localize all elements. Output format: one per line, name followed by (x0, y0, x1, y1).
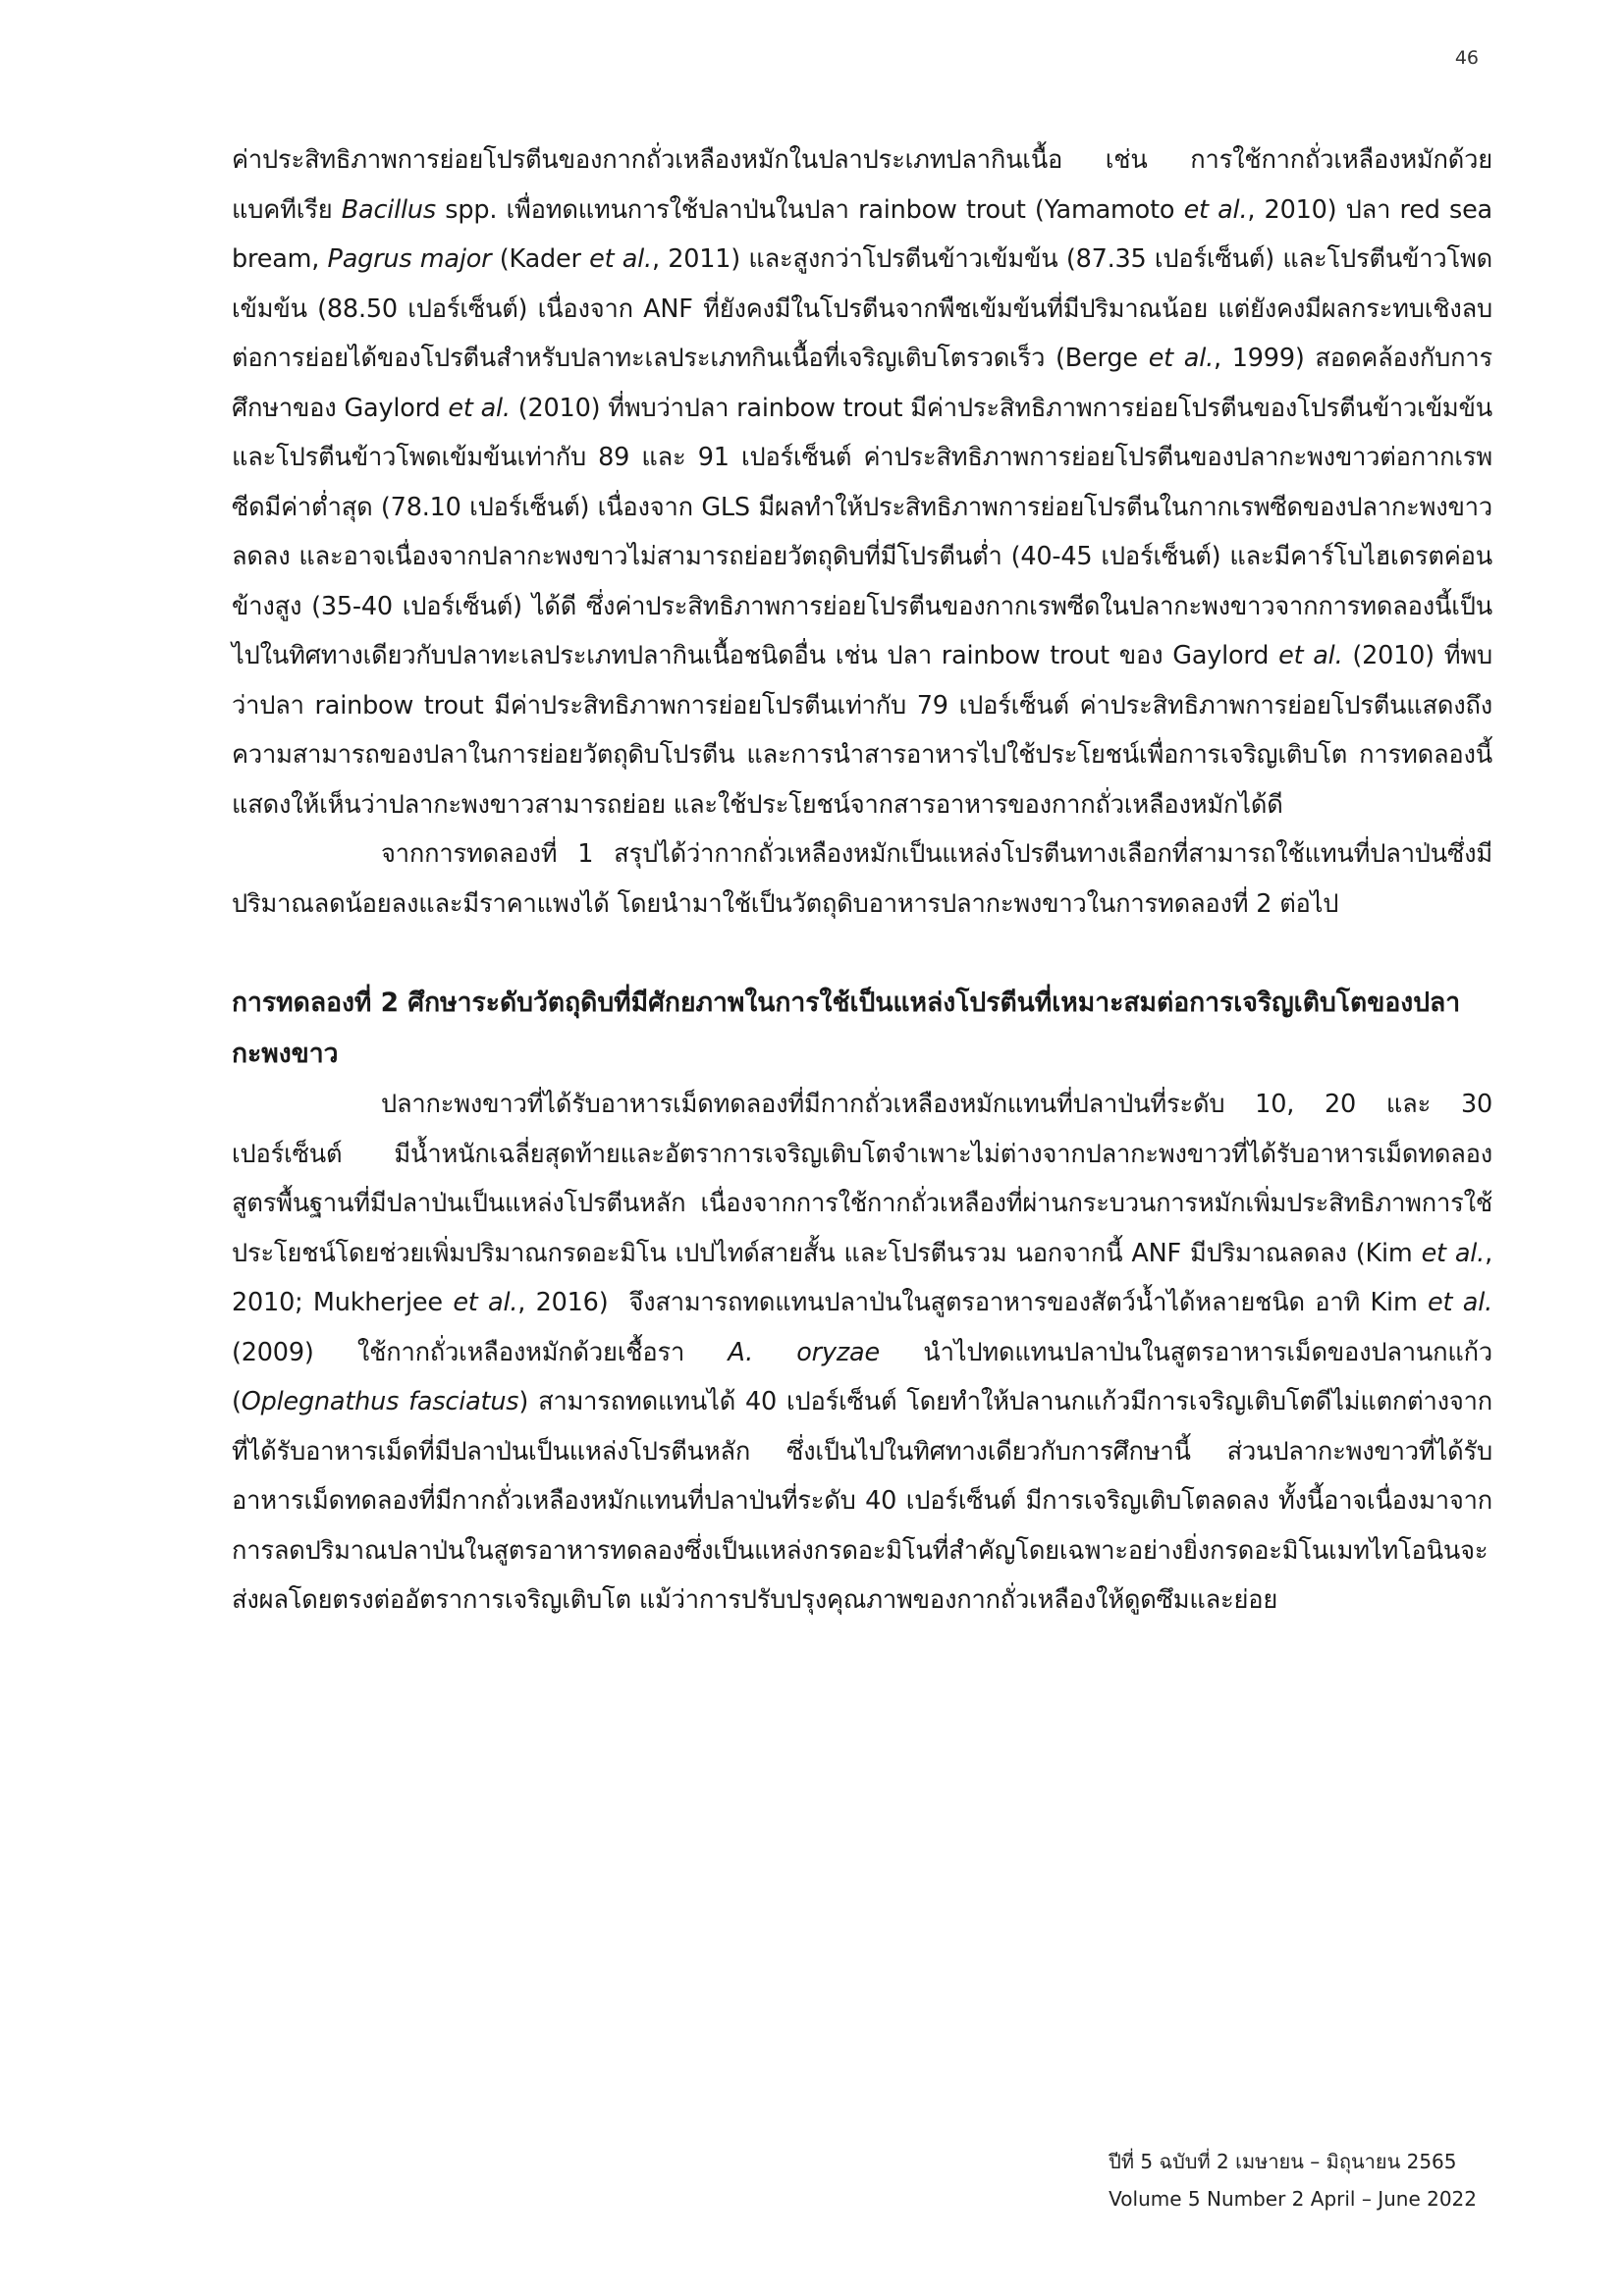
journal-footer (1109, 2143, 1477, 2217)
section-heading: การทดลองที่ 2 ศึกษาระดับวัตถุดิบที่มีศักยภาพในการใช้เป็นแหล่งโปรตีนที่เหมาะสมต่อการเจริญเติบโตของปลากะพงขาว (232, 988, 1461, 1069)
body-paragraph-1: ค่าประสิทธิภาพการย่อยโปรตีนของกากถั่วเหลืองหมักในปลาประเภทปลากินเนื้อ เช่น การใช้กากถั่วเหลืองหมักด้วยแบคทีเรีย Bacillus spp. เพื่อทดแทนการใช้ปลาป่นในปลา rainbow trout (Yamamoto et al., 2010) ปลา red sea bream, Pagrus major (Kader et al., 2011) และสูงกว่าโปรตีนข้าวเข้มข้น (87.35 เปอร์เซ็นต์) และโปรตีนข้าวโพดเข้มข้น (88.50 เปอร์เซ็นต์) เนื่องจาก ANF ที่ยังคงมีในโปรตีนจากพืชเข้มข้นที่มีปริมาณน้อย แต่ยังคงมีผลกระทบเชิงลบต่อการย่อยได้ของโปรตีนสำหรับปลาทะเลประเภทกินเนื้อที่เจริญเติบโตรวดเร็ว (Berge et al., 1999) สอดคล้องกับการศึกษาของ Gaylord et al. (2010) ที่พบว่าปลา rainbow trout มีค่าประสิทธิภาพการย่อยโปรตีนของโปรตีนข้าวเข้มข้นและโปรตีนข้าวโพดเข้มข้นเท่ากับ 89 และ 91 เปอร์เซ็นต์ ค่าประสิทธิภาพการย่อยโปรตีนของปลากะพงขาวต่อกากเรพซีดมีค่าต่ำสุด (78.10 เปอร์เซ็นต์) เนื่องจาก GLS มีผลทำให้ประสิทธิภาพการย่อยโปรตีนในกากเรพซีดของปลากะพงขาวลดลง และอาจเนื่องจากปลากะพงขาวไม่สามารถย่อยวัตถุดิบที่มีโปรตีนต่ำ (40-45 เปอร์เซ็นต์) และมีคาร์โบไฮเดรตค่อนข้างสูง (35-40 เปอร์เซ็นต์) ได้ดี ซึ่งค่าประสิทธิภาพการย่อยโปรตีนของกากเรพซีดในปลากะพงขาวจากการทดลองนี้เป็นไปในทิศทางเดียวกับปลาทะเลประเภทปลากินเนื้อชนิดอื่น เช่น ปลา rainbow trout ของ Gaylord et al. (2010) ที่พบว่าปลา rainbow trout มีค่าประสิทธิภาพการย่อยโปรตีนเท่ากับ 79 เปอร์เซ็นต์ ค่าประสิทธิภาพการย่อยโปรตีนแสดงถึงความสามารถของปลาในการย่อยวัตถุดิบโปรตีน และการนำสารอาหารไปใช้ประโยชน์เพื่อการเจริญเติบโต การทดลองนี้แสดงให้เห็นว่าปลากะพงขาวสามารถย่อย และใช้ประโยชน์จากสารอาหารของกากถั่วเหลืองหมักได้ดี (232, 145, 1492, 820)
footer-thai-issue: ปีที่ 5 ฉบับที่ 2 เมษายน – มิถุนายน 2565 (1109, 2150, 1457, 2173)
article-body (232, 135, 1492, 1626)
page-number: 46 (1454, 47, 1479, 69)
body-paragraph-3: ปลากะพงขาวที่ได้รับอาหารเม็ดทดลองที่มีกากถั่วเหลืองหมักแทนที่ปลาป่นที่ระดับ 10, 20 และ 30 เปอร์เซ็นต์ มีน้ำหนักเฉลี่ยสุดท้ายและอัตราการเจริญเติบโตจำเพาะไม่ต่างจากปลากะพงขาวที่ได้รับอาหารเม็ดทดลองสูตรพื้นฐานที่มีปลาป่นเป็นแหล่งโปรตีนหลัก เนื่องจากการใช้กากถั่วเหลืองที่ผ่านกระบวนการหมักเพิ่มประสิทธิภาพการใช้ประโยชน์โดยช่วยเพิ่มปริมาณกรดอะมิโน เปปไทด์สายสั้น และโปรตีนรวม นอกจากนี้ ANF มีปริมาณลดลง (Kim et al., 2010; Mukherjee et al., 2016) จึงสามารถทดแทนปลาป่นในสูตรอาหารของสัตว์น้ำได้หลายชนิด อาทิ Kim et al. (2009) ใช้กากถั่วเหลืองหมักด้วยเชื้อรา A. oryzae นำไปทดแทนปลาป่นในสูตรอาหารเม็ดของปลานกแก้ว (Oplegnathus fasciatus) สามารถทดแทนได้ 40 เปอร์เซ็นต์ โดยทำให้ปลานกแก้วมีการเจริญเติบโตดีไม่แตกต่างจากที่ได้รับอาหารเม็ดที่มีปลาป่นเป็นแหล่งโปรตีนหลัก ซึ่งเป็นไปในทิศทางเดียวกับการศึกษานี้ ส่วนปลากะพงขาวที่ได้รับอาหารเม็ดทดลองที่มีกากถั่วเหลืองหมักแทนที่ปลาป่นที่ระดับ 40 เปอร์เซ็นต์ มีการเจริญเติบโตลดลง ทั้งนี้อาจเนื่องมาจากการลดปริมาณปลาป่นในสูตรอาหารทดลองซึ่งเป็นแหล่งกรดอะมิโนที่สำคัญโดยเฉพาะอย่างยิ่งกรดอะมิโนเมทไทโอนินจะส่งผลโดยตรงต่ออัตราการเจริญเติบโต แม้ว่าการปรับปรุงคุณภาพของกากถั่วเหลืองให้ดูดซึมและย่อย (232, 1090, 1492, 1615)
body-paragraph-2: จากการทดลองที่ 1 สรุปได้ว่ากากถั่วเหลืองหมักเป็นแหล่งโปรตีนทางเลือกที่สามารถใช้แทนที่ปลาป่นซึ่งมีปริมาณลดน้อยลงและมีราคาแพงได้ โดยนำมาใช้เป็นวัตถุดิบอาหารปลากะพงขาวในการทดลองที่ 2 ต่อไป (232, 839, 1492, 919)
footer-english-issue: Volume 5 Number 2 April – June 2022 (1109, 2187, 1477, 2211)
